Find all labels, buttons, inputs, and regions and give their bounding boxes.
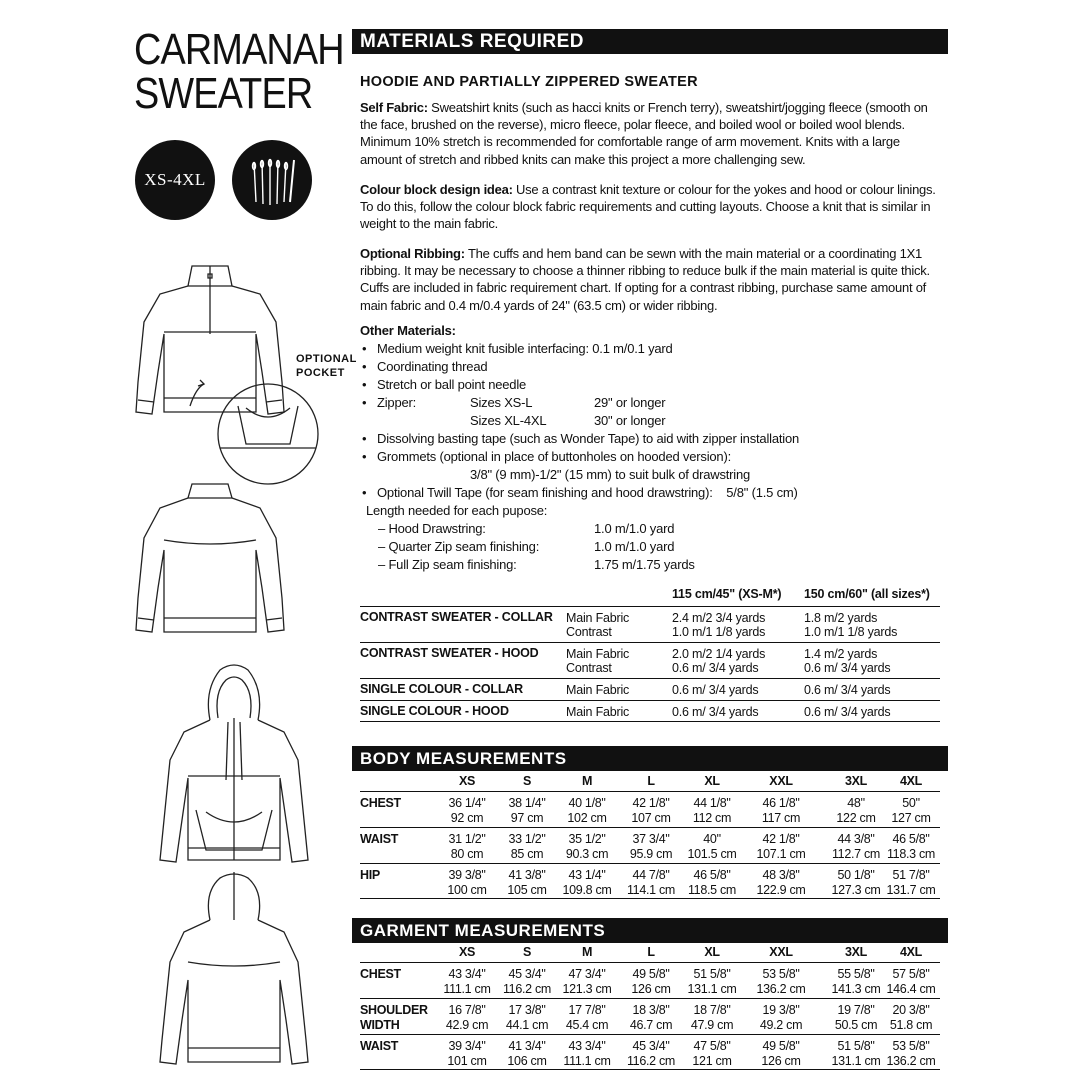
measurement-cell: 39 3/4" 101 cm	[447, 1039, 487, 1068]
optional-pocket-label: OPTIONAL POCKET	[296, 353, 357, 379]
pattern-title-line2: SWEATER	[134, 69, 313, 118]
measurement-label: SHOULDER WIDTH	[360, 1003, 428, 1032]
size-header-cell: XL	[704, 774, 720, 788]
size-range-text: XS-4XL	[144, 170, 206, 189]
pattern-title	[134, 25, 344, 118]
length-heading: Length needed for each pupose:	[366, 503, 548, 518]
ribbing-paragraph: Optional Ribbing: The cuffs and hem band can be sewn with the main material or a coordinating 1X1 ribbing. It may be necessary to choose a thinner ribbing to reduce bulk if the main material is quite thick. Cuffs are included in fabric requirement chart. If opting for a contrast ribbing, purchase same amount of main fabric and 0.4 m/0.4 yards of 24" (63.5 cm) or wider ribbing.	[360, 246, 930, 313]
measurement-cell: 19 3/8" 49.2 cm	[759, 1003, 803, 1032]
measurement-cell: 48 3/8" 122.9 cm	[756, 868, 806, 897]
measurement-cell: 51 7/8" 131.7 cm	[886, 868, 936, 897]
size-header-cell: S	[522, 945, 532, 959]
measurement-cell: 42 1/8" 107 cm	[631, 796, 671, 825]
measurement-cell: 51 5/8" 131.1 cm	[831, 1039, 881, 1068]
list-item: • Zipper: Sizes XS-L 29" or longer	[360, 394, 920, 412]
measurement-cell: 19 7/8" 50.5 cm	[834, 1003, 878, 1032]
measurement-cell: 18 3/8" 46.7 cm	[629, 1003, 673, 1032]
size-header-cell: XS	[458, 945, 476, 959]
measurement-cell: 44 7/8" 114.1 cm	[626, 868, 676, 897]
measurement-cell: 44 3/8" 112.7 cm	[831, 832, 881, 861]
size-header-cell: XS	[458, 774, 476, 788]
table-row: SINGLE COLOUR - HOOD Main Fabric 0.6 m/ 3/4 yards 0.6 m/ 3/4 yards	[360, 700, 940, 722]
garment-measurements-table	[360, 943, 940, 1070]
measurement-cell: 20 3/8" 51.8 cm	[889, 1003, 933, 1032]
size-header-cell: S	[522, 774, 532, 788]
fabric-table-header: 115 cm/45" (XS-M*) 150 cm/60" (all sizes*)	[672, 587, 930, 601]
pocket-detail-sketch	[186, 376, 326, 486]
measurement-cell: 36 1/4" 92 cm	[448, 796, 486, 825]
list-item: • Grommets (optional in place of buttonholes on hooded version):	[360, 448, 920, 466]
measurement-cell: 45 3/4" 116.2 cm	[626, 1039, 676, 1068]
body-measurements-table	[360, 772, 940, 899]
other-materials-list	[360, 322, 920, 574]
table-row	[360, 827, 940, 863]
size-header-cell: XXL	[769, 945, 793, 959]
measurement-cell: 50" 127 cm	[891, 796, 931, 825]
list-item: Sizes XL-4XL 30" or longer	[470, 413, 666, 428]
materials-subtitle: HOODIE AND PARTIALLY ZIPPERED SWEATER	[360, 74, 698, 90]
measurement-cell: 44 1/8" 112 cm	[692, 796, 732, 825]
measurement-cell: 40 1/8" 102 cm	[567, 796, 607, 825]
measurement-cell: 37 3/4" 95.9 cm	[629, 832, 673, 861]
needle-icon	[232, 140, 312, 220]
table-row	[360, 962, 940, 998]
size-header-cell: XXL	[769, 774, 793, 788]
list-item: • Dissolving basting tape (such as Wonder Tape) to aid with zipper installation	[360, 430, 920, 448]
size-header-cell: M	[581, 945, 593, 959]
measurement-cell: 45 3/4" 116.2 cm	[502, 967, 552, 996]
measurement-cell: 17 7/8" 45.4 cm	[565, 1003, 609, 1032]
list-item: 3/8" (9 mm)-1/2" (15 mm) to suit bulk of drawstring	[470, 467, 751, 482]
measurement-cell: 48" 122 cm	[836, 796, 876, 825]
table-row	[360, 791, 940, 827]
list-item: • Stretch or ball point needle	[360, 376, 920, 394]
measurement-cell: 42 1/8" 107.1 cm	[756, 832, 806, 861]
colour-block-paragraph: Colour block design idea: Use a contrast knit texture or colour for the yokes and hood or colour linings. To do this, follow the colour block fabric requirements and cutting layouts. Choose a knit that is similar in weight to the main fabric.	[360, 182, 936, 232]
size-header-cell: L	[647, 774, 655, 788]
self-fabric-paragraph: Self Fabric: Sweatshirt knits (such as hacci knits or French terry), sweatshirt/jogging fleece (smooth on the face, brushed on the reverse), micro fleece, polar fleece, and boiled wool or boiled wool blends. Minimum 10% stretch is recommended for comfortable range of arm movement. Knits with a large amount of stretch and ribbed knits can make this project a more challenging sew.	[360, 100, 928, 167]
measurement-cell: 47 3/4" 121.3 cm	[562, 967, 612, 996]
other-materials-heading: Other Materials:	[360, 323, 456, 338]
list-item: – Full Zip seam finishing: 1.75 m/1.75 yards	[378, 557, 695, 572]
measurement-cell: 51 5/8" 131.1 cm	[687, 967, 737, 996]
size-header-row	[360, 772, 940, 791]
pattern-title-line1: CARMANAH	[134, 25, 344, 74]
measurement-label: CHEST	[360, 796, 401, 810]
measurement-cell: 40" 101.5 cm	[687, 832, 737, 861]
measurement-cell: 53 5/8" 136.2 cm	[886, 1039, 936, 1068]
measurement-cell: 46 1/8" 117 cm	[761, 796, 801, 825]
measurement-label: WAIST	[360, 832, 399, 846]
garment-measurements-banner: GARMENT MEASUREMENTS	[352, 918, 948, 943]
list-item: • Optional Twill Tape (for seam finishing and hood drawstring): 5/8" (1.5 cm)	[360, 484, 920, 502]
measurement-cell: 55 5/8" 141.3 cm	[831, 967, 881, 996]
size-header-cell: XL	[704, 945, 720, 959]
list-item: • Medium weight knit fusible interfacing: 0.1 m/0.1 yard	[360, 340, 920, 358]
measurement-cell: 41 3/4" 106 cm	[507, 1039, 547, 1068]
size-range-badge	[135, 140, 215, 220]
list-item: – Hood Drawstring: 1.0 m/1.0 yard	[378, 521, 675, 536]
measurement-cell: 31 1/2" 80 cm	[448, 832, 486, 861]
measurement-cell: 35 1/2" 90.3 cm	[565, 832, 609, 861]
measurement-cell: 43 1/4" 109.8 cm	[562, 868, 612, 897]
fabric-requirements-table	[360, 584, 940, 722]
measurement-cell: 46 5/8" 118.5 cm	[687, 868, 737, 897]
measurement-cell: 41 3/8" 105 cm	[507, 868, 547, 897]
hoodie-back-sketch	[154, 870, 314, 1070]
measurement-cell: 53 5/8" 136.2 cm	[756, 967, 806, 996]
list-item: • Coordinating thread	[360, 358, 920, 376]
measurement-label: CHEST	[360, 967, 401, 981]
size-header-cell: L	[647, 945, 655, 959]
table-row	[360, 1034, 940, 1070]
size-header-cell: 4XL	[899, 774, 923, 788]
measurement-cell: 18 7/8" 47.9 cm	[690, 1003, 734, 1032]
size-header-cell: M	[581, 774, 593, 788]
measurement-cell: 50 1/8" 127.3 cm	[831, 868, 881, 897]
measurement-cell: 43 3/4" 111.1 cm	[443, 967, 491, 996]
size-header-row	[360, 943, 940, 962]
measurement-cell: 43 3/4" 111.1 cm	[563, 1039, 611, 1068]
table-row: CONTRAST SWEATER - HOOD Main Fabric Contrast 2.0 m/2 1/4 yards 0.6 m/ 3/4 yards 1.4 m/2 yards 0.6 m/ 3/4 yards	[360, 642, 940, 678]
measurement-cell: 49 5/8" 126 cm	[631, 967, 671, 996]
measurement-cell: 33 1/2" 85 cm	[508, 832, 546, 861]
body-measurements-banner: BODY MEASUREMENTS	[352, 746, 948, 771]
quarter-zip-back-sketch	[130, 478, 290, 640]
size-header-cell: 4XL	[899, 945, 923, 959]
measurement-cell: 16 7/8" 42.9 cm	[445, 1003, 489, 1032]
size-header-cell: 3XL	[844, 774, 868, 788]
list-item: – Quarter Zip seam finishing: 1.0 m/1.0 yard	[378, 539, 675, 554]
measurement-cell: 47 5/8" 121 cm	[692, 1039, 732, 1068]
table-row	[360, 863, 940, 899]
measurement-cell: 46 5/8" 118.3 cm	[886, 832, 936, 861]
table-row	[360, 998, 940, 1034]
measurement-cell: 38 1/4" 97 cm	[508, 796, 546, 825]
measurement-cell: 39 3/8" 100 cm	[447, 868, 487, 897]
size-header-cell: 3XL	[844, 945, 868, 959]
table-row: SINGLE COLOUR - COLLAR Main Fabric 0.6 m/ 3/4 yards 0.6 m/ 3/4 yards	[360, 678, 940, 700]
table-row: CONTRAST SWEATER - COLLAR Main Fabric Contrast 2.4 m/2 3/4 yards 1.0 m/1 1/8 yards 1.8 m/2 yards 1.0 m/1 1/8 yards	[360, 606, 940, 642]
measurement-cell: 57 5/8" 146.4 cm	[886, 967, 936, 996]
measurement-label: HIP	[360, 868, 380, 882]
materials-banner: MATERIALS REQUIRED	[352, 29, 948, 54]
measurement-cell: 17 3/8" 44.1 cm	[505, 1003, 549, 1032]
measurement-label: WAIST	[360, 1039, 399, 1053]
measurement-cell: 49 5/8" 126 cm	[761, 1039, 801, 1068]
hoodie-front-sketch	[154, 660, 314, 870]
